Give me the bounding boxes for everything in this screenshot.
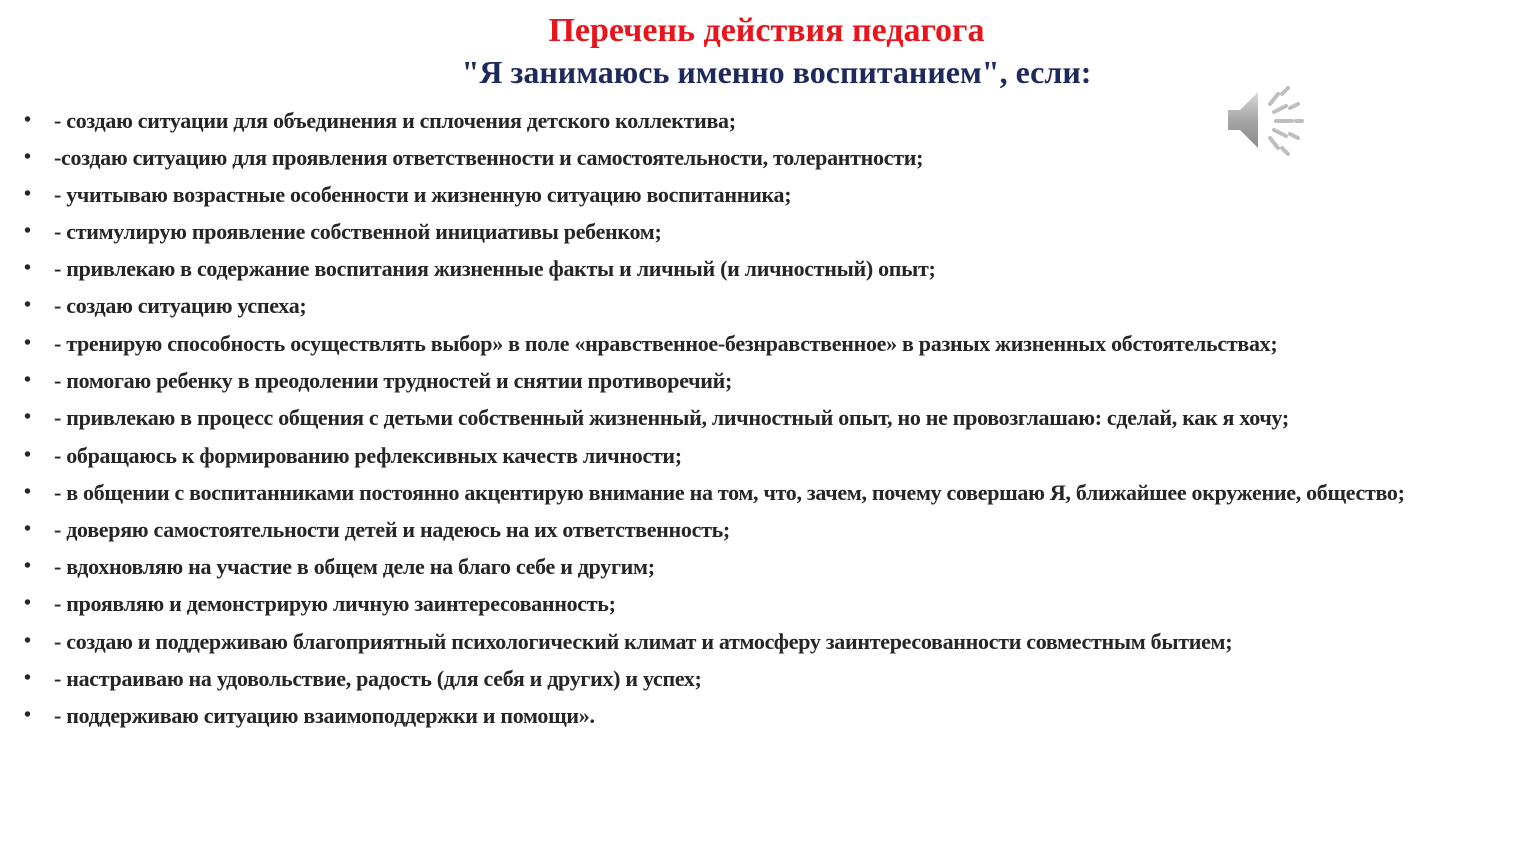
- list-item-text: -создаю ситуацию для проявления ответственности и самостоятельности, толерантности;: [54, 145, 924, 170]
- list-item-text: - доверяю самостоятельности детей и надеюсь на их ответственность;: [54, 517, 730, 542]
- bullet-icon: •: [24, 220, 31, 242]
- list-item-text: - помогаю ребенку в преодолении трудностей и снятии противоречий;: [54, 368, 732, 393]
- list-item: [24, 370, 1494, 391]
- bullet-icon: •: [24, 109, 31, 131]
- list-item: [24, 445, 1494, 466]
- list-item-text: - тренирую способность осуществлять выбор» в поле «нравственное-безнравственное» в разных жизненных обстоятельствах;: [54, 331, 1278, 356]
- bullet-icon: •: [24, 257, 31, 279]
- list-item-text: - поддерживаю ситуацию взаимоподдержки и помощи».: [54, 703, 595, 728]
- bullet-icon: •: [24, 444, 31, 466]
- list-item-text: - создаю и поддерживаю благоприятный психологический климат и атмосферу заинтересованности совместным бытием;: [54, 629, 1233, 654]
- slide-title: [0, 10, 1533, 92]
- list-item-text: - привлекаю в процесс общения с детьми собственный жизненный, личностный опыт, но не провозглашаю: сделай, как я хочу;: [54, 405, 1289, 430]
- title-line-2: "Я занимаюсь именно воспитанием", если:: [461, 54, 1092, 90]
- bullet-icon: •: [24, 704, 31, 726]
- list-item: [24, 221, 1494, 242]
- list-item: [24, 110, 1494, 131]
- list-item-text: - стимулирую проявление собственной инициативы ребенком;: [54, 219, 662, 244]
- bullet-icon: •: [24, 183, 31, 205]
- list-item: [24, 668, 1494, 689]
- list-item: [24, 184, 1494, 205]
- list-item-text: - учитываю возрастные особенности и жизненную ситуацию воспитанника;: [54, 182, 792, 207]
- bullet-icon: •: [24, 332, 31, 354]
- list-item: [24, 705, 1494, 726]
- list-item-text: - привлекаю в содержание воспитания жизненные факты и личный (и личностный) опыт;: [54, 256, 936, 281]
- list-item: [24, 333, 1494, 354]
- list-item: [24, 258, 1494, 279]
- list-item: [24, 482, 1494, 503]
- bullet-icon: •: [24, 481, 31, 503]
- bullet-icon: •: [24, 294, 31, 316]
- list-item: [24, 147, 1494, 168]
- bullet-icon: •: [24, 667, 31, 689]
- list-item: [24, 631, 1494, 652]
- list-item-text: - в общении с воспитанниками постоянно акцентирую внимание на том, что, зачем, почему совершаю Я, ближайшее окружение, общество;: [54, 480, 1405, 505]
- list-item-text: - вдохновляю на участие в общем деле на благо себе и другим;: [54, 554, 655, 579]
- list-item: [24, 407, 1494, 428]
- action-list: [24, 110, 1494, 726]
- bullet-icon: •: [24, 146, 31, 168]
- title-line-1: Перечень действия педагога: [548, 12, 985, 49]
- list-item-text: - создаю ситуации для объединения и сплочения детского коллектива;: [54, 108, 736, 133]
- bullet-icon: •: [24, 406, 31, 428]
- bullet-icon: •: [24, 369, 31, 391]
- bullet-icon: •: [24, 592, 31, 614]
- list-item-text: - проявляю и демонстрирую личную заинтересованность;: [54, 591, 616, 616]
- bullet-icon: •: [24, 630, 31, 652]
- list-item: [24, 519, 1494, 540]
- list-item: [24, 593, 1494, 614]
- bullet-icon: •: [24, 555, 31, 577]
- list-item: [24, 556, 1494, 577]
- list-item-text: - настраиваю на удовольствие, радость (для себя и других) и успех;: [54, 666, 702, 691]
- list-item-text: - обращаюсь к формированию рефлексивных качеств личности;: [54, 443, 682, 468]
- list-item-text: - создаю ситуацию успеха;: [54, 293, 307, 318]
- bullet-icon: •: [24, 518, 31, 540]
- list-item: [24, 295, 1494, 316]
